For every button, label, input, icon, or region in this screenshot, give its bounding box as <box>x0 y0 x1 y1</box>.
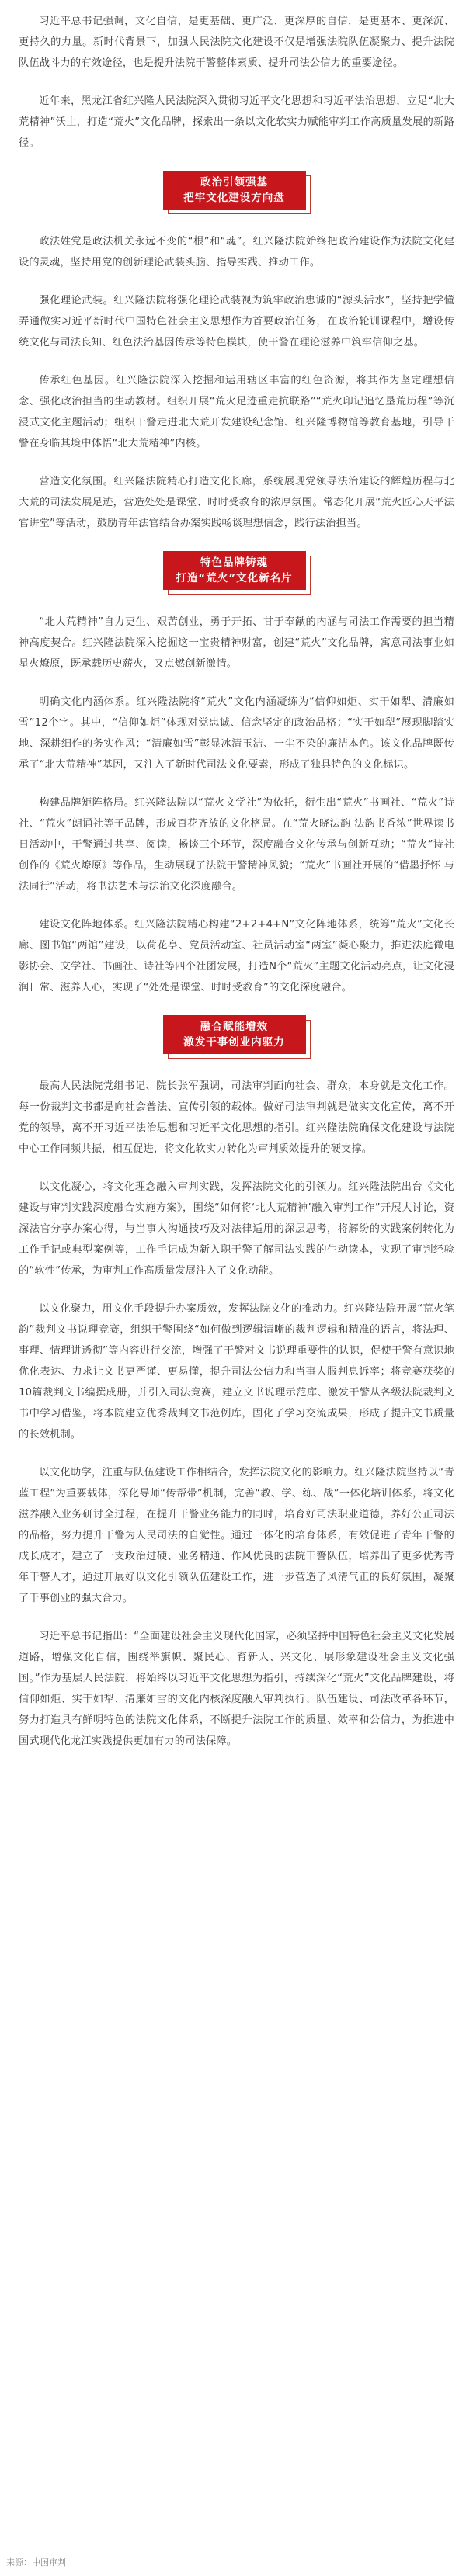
source-credit: 来源：中国审判 <box>6 2557 66 2567</box>
article-paragraph: 近年来，黑龙江省红兴隆人民法院深入贯彻习近平文化思想和习近平法治思想，立足“北大荒精神”沃土，打造“荒火”文化品牌，探索出一条以文化软实力赋能审判工作高质量发展的新路径。 <box>19 95 454 149</box>
banner-subtitle: 打造“荒火”文化新名片 <box>176 572 293 584</box>
section-heading-3 <box>19 1015 454 1059</box>
section-banner <box>163 1015 311 1059</box>
article-paragraph: 营造文化氛围。红兴隆法院精心打造文化长廊，系统展现党领导法治建设的辉煌历程与北大荒的司法发展足迹，营造处处是课堂、时时受教育的浓厚氛围。常态化开展“荒火匠心天平法官讲堂”等活动，鼓励青年法官结合办案实践畅谈理想信念，践行法治担当。 <box>19 476 454 529</box>
article-paragraph: 政法姓党是政法机关永远不变的“根”和“魂”。红兴隆法院始终把政治建设作为法院文化建设的灵魂，坚持用党的创新理论武装头脑、指导实践、推动工作。 <box>19 236 454 269</box>
article-paragraph: 以文化助学，注重与队伍建设工作相结合，发挥法院文化的影响力。红兴隆法院坚持以“青蓝工程”为重要载体，深化导师“传帮带”机制，完善“教、学、练、战”一体化培训体系，将文化滋养融入业务研讨全过程，在提升干警业务能力的同时，培育好司法职业道德，养好公正司法的品格，努力提升干警为人民司法的自觉性。通过一体化的培育体系，有效促进了青年干警的成长成才，建立了一支政治过硬、业务精通、作风优良的法院干警队伍，培养出了更多优秀青年干警人才，通过开展好以文化引领队伍建设工作，进一步营造了风清气正的良好氛围，凝聚了干事创业的强大合力。 <box>19 1467 454 1604</box>
article-paragraph: 明确文化内涵体系。红兴隆法院将“荒火”文化内涵凝练为“信仰如炬、实干如犁、清廉如雪”12个字。其中，“信仰如炬”体现对党忠诚、信念坚定的政治品格；“实干如犁”展现脚踏实地、深耕细作的务实作风；“清廉如雪”彰显冰清玉洁、一尘不染的廉洁本色。该文化品牌既传承了“北大荒精神”基因，又注入了新时代司法文化要素，形成了独具特色的文化标识。 <box>19 696 454 771</box>
section-banner <box>163 551 311 595</box>
banner-title: 融合赋能增效 <box>200 1021 268 1033</box>
article-paragraph: 强化理论武装。红兴隆法院将强化理论武装视为筑牢政治忠诚的“源头活水”，坚持把学懂弄通做实习近平新时代中国特色社会主义思想作为首要政治任务，在政治轮训课程中，增设传统文化与司法良知、红色法治基因传承等特色模块，使干警在理论滋养中筑牢信仰之基。 <box>19 295 454 348</box>
article-paragraph: 以文化凝心，将文化理念融入审判实践，发挥法院文化的引领力。红兴隆法院出台《文化建设与审判实践深度融合实施方案》，围绕“如何将‘北大荒精神’融入审判工作”开展大讨论，资深法官分享办案心得，与当事人沟通技巧及对法律适用的深层思考，将解纷的实践案例转化为工作手记或典型案例等，工作手记成为新入职干警了解司法实践的生动读本，实现了审判经验的“软性”传承，为审判工作高质量发展注入了文化动能。 <box>19 1181 454 1277</box>
article-paragraph: 以文化聚力，用文化手段提升办案质效，发挥法院文化的推动力。红兴隆法院开展“荒火笔韵”裁判文书说理竞赛，组织干警围绕“如何做到逻辑清晰的裁判逻辑和精准的语言，将法理、事理、情理讲透彻”等内容进行交流，增强了干警对文书说理重要性的认识，促使干警有意识地优化表达、力求让文书更严谨、更易懂，提升司法公信力和当事人服判息诉率；将竞赛获奖的10篇裁判文书编撰成册，并引入司法竞赛，建立文书说理示范库、激发干警从各级法院裁判文书中学习借鉴，将本院建立优秀裁判文书范例库，固化了学习交流成果，形成了提升文书质量的长效机制。 <box>19 1303 454 1441</box>
banner-title: 特色品牌铸魂 <box>200 556 268 569</box>
article-paragraph: 构建品牌矩阵格局。红兴隆法院以“荒火文学社”为依托，衍生出“荒火”书画社、“荒火”诗社、“荒火”朗诵社等子品牌，形成百花齐放的文化格局。在“荒火晓法韵 法韵书香浓”世界读书日活动中，干警通过共享、阅读，畅谈三个环节，深度融合文化传承与创新互动；“荒火”诗社创作的《荒火燎原》等作品，生动展现了法院干警精神风貌；“荒火”书画社开展的“借墨抒怀 与法同行”活动，将书法艺术与法治文化深度融合。 <box>19 797 454 893</box>
banner-box <box>163 171 306 210</box>
banner-title: 政治引领强基 <box>200 176 268 189</box>
section-heading-2 <box>19 551 454 595</box>
banner-box <box>163 551 306 590</box>
article-paragraph: 最高人民法院党组书记、院长张军强调，司法审判面向社会、群众，本身就是文化工作。每一份裁判文书都是向社会普法、宣传引领的载体。做好司法审判就是做实文化宣传，离不开党的领导，离不开习近平法治思想和习近平文化思想的指引。红兴隆法院确保文化建设与法院中心工作同频共振，相互促进，将文化软实力转化为审判质效提升的硬支撑。 <box>19 1080 454 1155</box>
section-banner <box>163 171 311 214</box>
article-paragraph: 习近平总书记强调，文化自信，是更基础、更广泛、更深厚的自信，是更基本、更深沉、更持久的力量。新时代背景下，加强人民法院文化建设不仅是增强法院队伍凝聚力、提升法院队伍战斗力的有效途径，也是提升法院干警整体素质、提升司法公信力的重要途径。 <box>19 16 454 69</box>
article-paragraph: 习近平总书记指出：“全面建设社会主义现代化国家，必须坚持中国特色社会主义文化发展道路，增强文化自信，围绕举旗帜、聚民心、育新人、兴文化、展形象建设社会主义文化强国。”作为基层人民法院，将始终以习近平文化思想为指引，持续深化“荒火”文化品牌建设，将信仰如炬、实干如犁、清廉如雪的文化内核深度融入审判执行、队伍建设、司法改革各环节，努力打造具有鲜明特色的法院文化体系，不断提升法院工作的质量、效率和公信力，为推进中国式现代化龙江实践提供更加有力的司法保障。 <box>19 1631 454 1747</box>
article-paragraph: 传承红色基因。红兴隆法院深入挖掘和运用辖区丰富的红色资源，将其作为坚定理想信念、强化政治担当的生动教材。组织开展“荒火足迹重走抗联路”“荒火印记追忆垦荒历程”等沉浸式文化主题活动；组织干警走进北大荒开发建设纪念馆、红兴隆博物馆等教育基地，引导干警在身临其境中体悟“北大荒精神”内核。 <box>19 375 454 449</box>
banner-subtitle: 激发干事创业内驱力 <box>183 1036 285 1049</box>
section-heading-1 <box>19 171 454 214</box>
article-paragraph: “北大荒精神”自力更生、艰苦创业，勇于开拓、甘于奉献的内涵与司法工作需要的担当精神高度契合。红兴隆法院深入挖掘这一宝贵精神财富，创建“荒火”文化品牌，寓意司法事业如星火燎原，既承载历史薪火，又点燃创新激情。 <box>19 616 454 670</box>
banner-box <box>163 1015 306 1054</box>
banner-subtitle: 把牢文化建设方向盘 <box>183 192 285 204</box>
article-paragraph: 建设文化阵地体系。红兴隆法院精心构建“2+2+4+N”文化阵地体系，统筹“荒火”文化长廊、图书馆“两馆”建设，以荷花亭、党员活动室、社员活动室“两室”凝心聚力，推进法庭微电影协会、文学社、书画社、诗社等四个社团发展，打造N个“荒火”主题文化活动亮点，让文化浸润日常、滋养人心，实现了“处处是课堂、时时受教育”的文化深度融合。 <box>19 919 454 993</box>
